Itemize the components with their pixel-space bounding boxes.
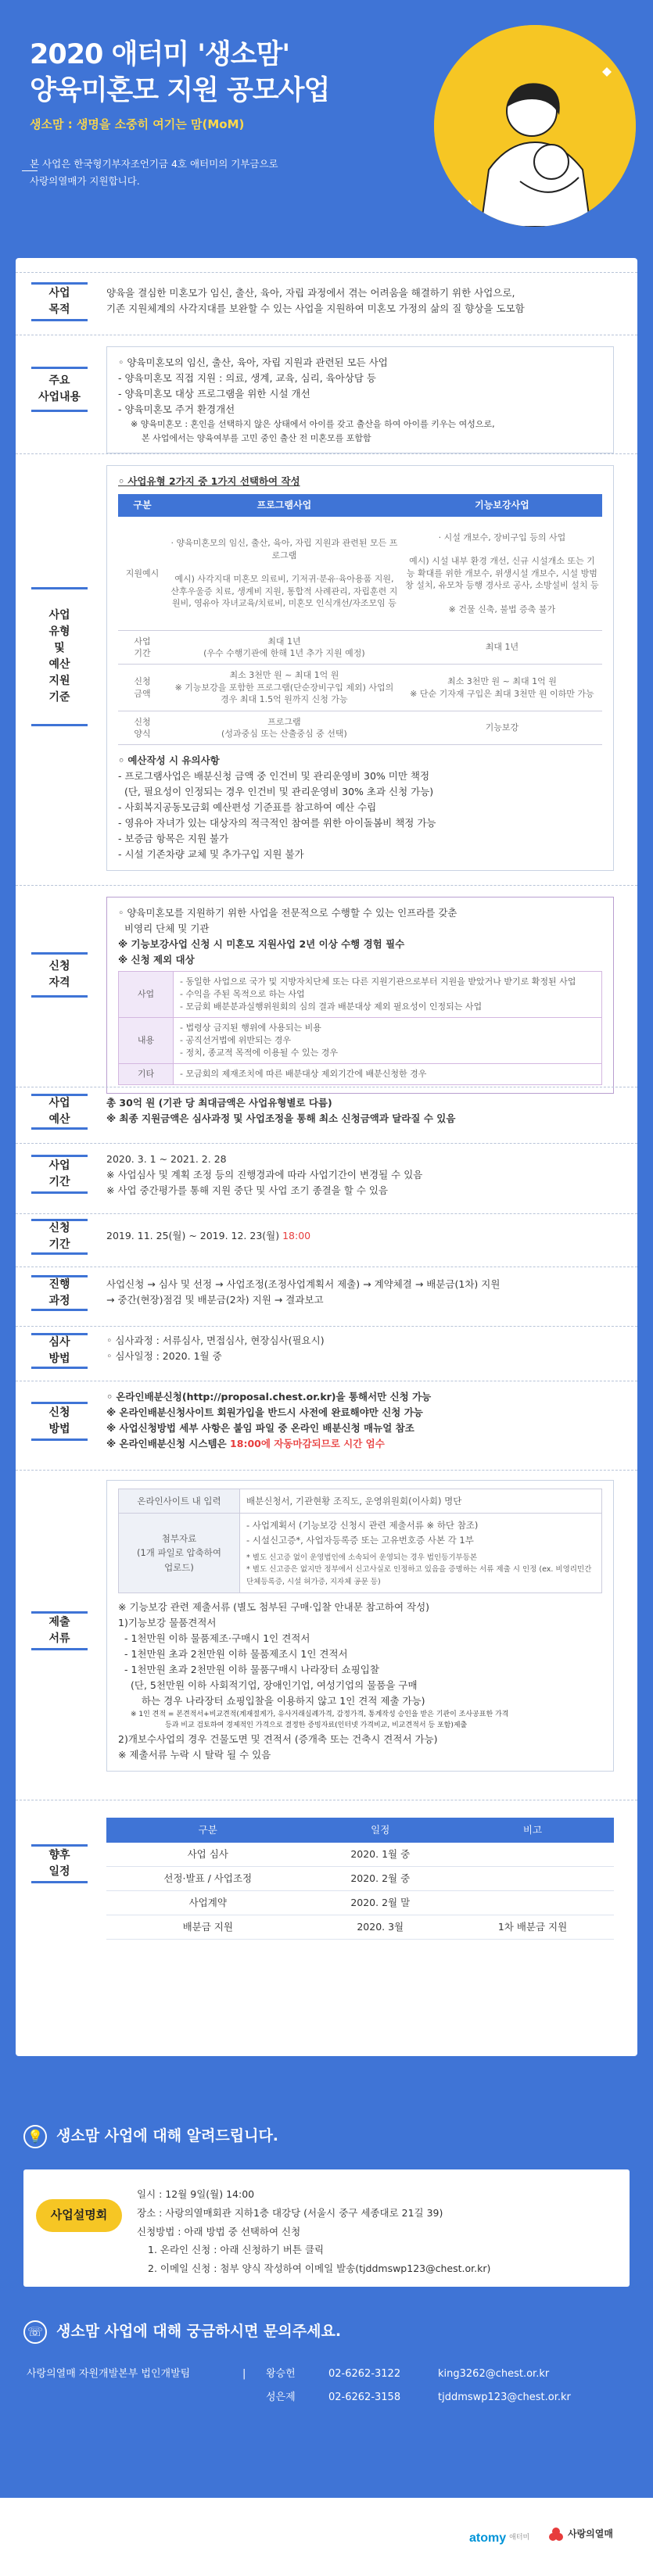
table-header: 구분 <box>118 494 167 517</box>
text-line: 2020. 3. 1 ~ 2021. 2. 28 <box>106 1153 227 1165</box>
section-label: 사업 유형 및 예산 지원 기준 <box>31 587 88 726</box>
table-header: 구분 <box>106 1818 310 1843</box>
contact-org: 사랑의열매 자원개발본부 법인개발팀 <box>27 2368 191 2380</box>
section-content <box>16 335 637 444</box>
table-cell: 기능보강 <box>402 711 602 745</box>
table-cell: 2020. 2월 중 <box>310 1867 452 1891</box>
fruit-icon <box>547 2526 565 2543</box>
table-cell: · 양육미혼모의 임신, 출산, 육아, 자립 지원과 관련된 모든 프로그램 예시) 사각지대 미혼모 의료비, 기저귀·분유·육아용품 지원, 산후우울증 치료, 생계비 지원, 통합적 사례관리, 자립훈련 지원비, 영유아 자녀교육/치료비, 미혼모 인식개선/자조모임 등 <box>167 517 402 630</box>
table-row <box>118 517 602 630</box>
table-row <box>106 1867 614 1891</box>
section-label: 신청 기간 <box>31 1219 88 1255</box>
contact-phone: 02-6262-3158 <box>328 2391 401 2403</box>
table-cell: - 법령상 금지된 행위에 사용되는 비용 - 공직선거법에 위반되는 경우 - 정치, 종교적 목적에 이용될 수 있는 경우 <box>174 1017 602 1063</box>
text-line: - 양육미혼모 주거 환경개선 <box>118 403 235 415</box>
text-line: ◦ 양육미혼모의 임신, 출산, 육아, 자립 지원과 관련된 모든 사업 <box>118 356 388 368</box>
table-cell: 신청 금액 <box>118 665 167 711</box>
section-budget <box>16 1087 637 1135</box>
table-row <box>119 1063 602 1084</box>
table-row <box>119 972 602 1018</box>
section-qualification <box>16 885 637 1079</box>
section-body <box>106 1333 614 1364</box>
table-row <box>119 1017 602 1063</box>
table-header: 기능보강사업 <box>402 494 602 517</box>
atomy-logo <box>469 2529 529 2547</box>
section-review <box>16 1326 637 1373</box>
table-cell <box>240 1514 602 1593</box>
slogan: 생소맘 : 생명을 소중히 여기는 맘(MoM) <box>30 117 245 131</box>
text-line: ※ 온라인배분신청 시스템은 <box>106 1438 231 1449</box>
table-row <box>106 1891 614 1915</box>
text-line: 장소 : 사랑의열매회관 지하1층 대강당 (서울시 중구 세종대로 21길 39) <box>137 2206 443 2219</box>
section-types <box>16 453 637 877</box>
footer <box>0 2498 653 2576</box>
table-cell: 사업 기간 <box>118 630 167 665</box>
text-line: 1)기능보강 물품견적서 <box>118 1616 217 1628</box>
table-row <box>106 1915 614 1940</box>
title-line1: 2020 애터미 '생소맘' <box>30 39 290 70</box>
fruit-logo <box>547 2526 613 2543</box>
section-body <box>106 1228 614 1244</box>
section-apply-period <box>16 1213 637 1259</box>
table-cell: 사업 심사 <box>106 1843 310 1867</box>
text-line: (단, 5천만원 이하 사회적기업, 장애인기업, 여성기업의 물품을 구매 <box>131 1679 418 1691</box>
text-line: 하는 경우 나라장터 쇼핑입찰을 이용하지 않고 1인 견적 제출 가능) <box>142 1694 425 1707</box>
info-text <box>137 2185 490 2278</box>
table-cell <box>451 1843 614 1867</box>
table-cell <box>451 1867 614 1891</box>
atomy-logo-text: atomy <box>469 2531 507 2545</box>
text-line: 총 30억 원 (기관 당 최대금액은 사업유형별로 다름) <box>106 1097 332 1109</box>
section-period <box>16 1143 637 1206</box>
section-label: 사업 목적 <box>31 282 88 321</box>
text-line: (단, 필요성이 인정되는 경우 인건비 및 관리운영비 30% 초과 신청 가능) <box>118 786 434 798</box>
text-line: 신청방법 : 아래 방법 중 선택하여 신청 <box>137 2225 301 2237</box>
note: * 별도 신고증은 없지만 정부에서 신고사실로 인정하고 있음을 증명하는 서류 제출 시 인정 (ex. 비영리민간단체등록증, 시설 허가증, 지자체 공문 등) <box>246 1565 592 1586</box>
text-line: - 프로그램사업은 배분신청 금액 중 인건비 및 관리운영비 30% 미만 책정 <box>118 770 430 783</box>
text-line: - 1천만원 이하 물품제조·구매시 1인 견적서 <box>124 1632 310 1644</box>
text-line: ◦ 양육미혼모를 지원하기 위한 사업을 전문적으로 수행할 수 있는 인프라를 갖춘 <box>118 907 457 919</box>
title-line2: 양육미혼모 지원 공모사업 <box>30 74 330 106</box>
text-line: ※ 기능보강 관련 제출서류 (별도 첨부된 구매·입찰 안내문 참고하여 작성) <box>118 1600 430 1613</box>
table-cell: 내용 <box>119 1017 174 1063</box>
section-purpose <box>16 272 637 327</box>
info-box <box>23 2169 630 2287</box>
text-line: ※ 사업 중간평가를 통해 지원 중단 및 사업 조기 종결을 할 수 있음 <box>106 1184 389 1196</box>
info-label: 사업설명회 <box>36 2199 122 2232</box>
section-body <box>106 897 614 1094</box>
deadline-notice: 18:00에 자동마감되므로 시간 엄수 <box>230 1438 385 1449</box>
table-cell: 배분신청서, 기관현황 조직도, 운영위원회(이사회) 명단 <box>240 1489 602 1514</box>
section-body <box>106 1389 614 1452</box>
table-cell: 1차 배분금 지원 <box>451 1915 614 1940</box>
info-title-text: 생소맘 사업에 대해 알려드립니다. <box>56 2127 279 2145</box>
text-line: 2. 이메일 신청 : 첨부 양식 작성하여 이메일 발송(tjddmswp123@chest.or.kr) <box>148 2263 491 2274</box>
text-line: 2019. 11. 25(월) ~ 2019. 12. 23(월) <box>106 1230 283 1241</box>
section-label: 심사 방법 <box>31 1333 88 1369</box>
section-process <box>16 1267 637 1318</box>
contact-email[interactable]: tjddmswp123@chest.or.kr <box>438 2391 571 2403</box>
text-line: → 중간(현장)점검 및 배분금(2차) 지원 → 결과보고 <box>106 1294 324 1306</box>
contact-name: 왕승헌 <box>266 2368 296 2380</box>
text-line: - 사회복지공동모금회 예산편성 기준표를 참고하여 예산 수립 <box>118 801 377 814</box>
note: 등과 비교 검토하여 경제적인 가격으로 결정한 증빙자료(인터넷 가격비교, 비교견적서 등 포함)제출 <box>165 1722 468 1730</box>
table-header: 일정 <box>310 1818 452 1843</box>
table-cell: 선정·발표 / 사업조정 <box>106 1867 310 1891</box>
text-line: ◦ 심사일정 : 2020. 1월 중 <box>106 1350 222 1362</box>
table-cell: 최소 3천만 원 ~ 최대 1억 원 ※ 단순 기자재 구입은 최대 3천만 원 이하만 가능 <box>402 665 602 711</box>
section-documents <box>16 1470 637 1792</box>
divider <box>22 170 38 171</box>
table-header: 프로그램사업 <box>167 494 402 517</box>
deadline-time: 18:00 <box>282 1230 311 1241</box>
section-label: 사업 예산 <box>31 1094 88 1130</box>
text-line: ※ 온라인배분신청사이트 회원가입을 반드시 사전에 완료해야만 신청 가능 <box>106 1406 423 1418</box>
text-line: 2)개보수사업의 경우 건물도면 및 견적서 (증개축 또는 건축시 견적서 가능) <box>118 1732 438 1745</box>
contact-name: 성은제 <box>266 2391 296 2403</box>
section-method <box>16 1381 637 1462</box>
table-cell <box>451 1891 614 1915</box>
mother-child-illustration <box>434 25 636 227</box>
text-line: 비영리 단체 및 기관 <box>118 923 210 934</box>
table-cell: 프로그램 (성과중심 또는 산출중심 중 선택) <box>167 711 402 745</box>
table-cell: 최소 3천만 원 ~ 최대 1억 원 ※ 기능보강을 포함한 프로그램(단순장비구입 제외) 사업의 경우 최대 1.5억 원까지 신청 가능 <box>167 665 402 711</box>
table-cell: - 모금회의 제재조치에 따른 배분대상 제외기간에 배분신청한 경우 <box>174 1063 602 1084</box>
text-line: ※ 사업신청방법 세부 사항은 붙임 파일 중 온라인 배분신청 매뉴얼 참조 <box>106 1422 414 1434</box>
section-label: 제출 서류 <box>31 1611 88 1650</box>
text-line: ◦ 심사과정 : 서류심사, 면접심사, 현장심사(필요시) <box>106 1335 325 1346</box>
table-cell: 최대 1년 (우수 수행기관에 한해 1년 추가 지원 예정) <box>167 630 402 665</box>
table-cell: 기타 <box>119 1063 174 1084</box>
text-line: - 보증금 항목은 지원 불가 <box>118 833 229 845</box>
phone-icon: ☏ <box>23 2320 47 2344</box>
section-label: 사업 기간 <box>31 1155 88 1194</box>
schedule-table <box>106 1818 614 1940</box>
table-row <box>118 711 602 745</box>
text-line: ※ 제출서류 누락 시 탈락 될 수 있음 <box>118 1748 271 1761</box>
table-cell: · 시설 개보수, 장비구입 등의 사업 예시) 시설 내부 환경 개선, 신규 시설개소 또는 기능 확대를 위한 개보수, 위생시설 개보수, 시설 방범창 설치, 유모차 등행 경사로 공사, 소방설비 설치 등 ※ 건물 신축, 불법 증축 불가 <box>402 517 602 630</box>
section-schedule <box>16 1800 637 1933</box>
text-line: - 사업계획서 (기능보강 신청시 관련 제출서류 ※ 하단 참조) <box>246 1520 479 1532</box>
section-body <box>106 346 614 453</box>
type-table <box>118 494 602 745</box>
section-body <box>106 1277 614 1308</box>
atomy-logo-sub: 애터미 <box>509 2534 530 2542</box>
table-cell: - 동일한 사업으로 국가 및 지방자치단체 또는 다른 지원기관으로부터 지원을 받았거나 받기로 확정된 사업 - 수익을 주된 목적으로 하는 사업 - 모금회 배분분과실행위원회의 심의 결과 배분대상 제외 필요성이 인정되는 사업 <box>174 972 602 1018</box>
separator: | <box>242 2368 246 2380</box>
note: ※ 양육미혼모 : 혼인을 선택하지 않은 상태에서 아이를 갖고 출산을 하여 아이를 키우는 여성으로, <box>131 419 495 429</box>
lightbulb-icon: 💡 <box>23 2125 47 2148</box>
text-line: - 영유아 자녀가 있는 대상자의 적극적인 참여를 위한 아이돌봄비 책정 가능 <box>118 817 436 829</box>
table-row <box>119 1489 602 1514</box>
section-body <box>106 285 614 317</box>
table-cell: 2020. 3월 <box>310 1915 452 1940</box>
table-row <box>118 630 602 665</box>
text-line: 기존 지원체계의 사각지대를 보완할 수 있는 사업을 지원하여 미혼모 가정의 삶의 질 향상을 도모함 <box>106 303 525 314</box>
text-line: - 양육미혼모 직접 지원 : 의료, 생계, 교육, 심리, 육아상담 등 <box>118 372 377 384</box>
table-cell: 2020. 1월 중 <box>310 1843 452 1867</box>
text-line: ◦ 온라인배분신청(http://proposal.chest.or.kr)을 통해서만 신청 가능 <box>106 1391 432 1403</box>
section-body <box>106 1818 614 1940</box>
contact-phone: 02-6262-3122 <box>328 2368 401 2380</box>
text-line: - 1천만원 초과 2천만원 이하 물품제조시 1인 견적서 <box>124 1647 348 1660</box>
main-content <box>16 258 637 2056</box>
table-cell: 첨부자료 (1개 파일로 압축하여 업로드) <box>119 1514 240 1593</box>
text-line: ※ 신청 제외 대상 <box>118 954 195 966</box>
note: ※ 1인 견적 = 본견적서+비교견적(계재절게가, 유사거래실례가격, 감정가격, 통계작성 승인을 받은 기관이 조사공표한 가격 <box>131 1710 509 1718</box>
table-cell: 배분금 지원 <box>106 1915 310 1940</box>
section-label: 향후 일정 <box>31 1844 88 1883</box>
text-line: - 시설신고증*, 사업자등록증 또는 고유번호증 사본 각 1부 <box>246 1534 474 1546</box>
text-line: - 시설 기존차량 교체 및 추가구입 지원 불가 <box>118 848 304 861</box>
table-cell: 최대 1년 <box>402 630 602 665</box>
desc-line1: 본 사업은 한국형기부자조언기금 4호 애터미의 기부금으로 <box>30 157 278 170</box>
header <box>0 0 653 258</box>
table-cell: 사업계약 <box>106 1891 310 1915</box>
note: 본 사업에서는 양육여부를 고민 중인 출산 전 미혼모를 포함함 <box>142 432 371 443</box>
text-line: 일시 : 12월 9일(월) 14:00 <box>137 2188 255 2200</box>
fruit-logo-text: 사랑의열매 <box>568 2528 613 2540</box>
section-label: 진행 과정 <box>31 1275 88 1311</box>
exclusion-table <box>118 971 602 1085</box>
text-line: ※ 최종 지원금액은 심사과정 및 사업조정을 통해 최소 신청금액과 달라질 수 있음 <box>106 1112 456 1124</box>
text-line: 1. 온라인 신청 : 아래 신청하기 버튼 클릭 <box>148 2244 325 2256</box>
section-label: 신청 자격 <box>31 952 88 998</box>
documents-table <box>118 1489 602 1593</box>
info-title <box>23 2125 278 2148</box>
section-body <box>106 1152 614 1198</box>
text-line: 사업신청 → 심사 및 선정 → 사업조정(조정사업계획서 제출) → 계약체결 → 배분금(1차) 지원 <box>106 1278 501 1290</box>
section-label: 주요 사업내용 <box>31 367 88 412</box>
text-line: ◦ 예산작성 시 유의사항 <box>118 754 220 767</box>
desc-line2: 사랑의열매가 지원합니다. <box>30 175 140 188</box>
table-cell: 사업 <box>119 972 174 1018</box>
text-line: - 양육미혼모 대상 프로그램을 위한 시설 개선 <box>118 388 310 399</box>
contact-title <box>23 2320 341 2344</box>
text-line: 양육을 결심한 미혼모가 임신, 출산, 육아, 자립 과정에서 겪는 어려움을 해결하기 위한 사업으로, <box>106 287 515 299</box>
text-line: - 1천만원 초과 2천만원 이하 물품구매시 나라장터 쇼핑입찰 <box>124 1663 379 1675</box>
section-body <box>106 465 614 871</box>
text-line: ※ 사업심사 및 계획 조정 등의 진행경과에 따라 사업기간이 변경될 수 있음 <box>106 1169 423 1181</box>
section-label: 신청 방법 <box>31 1402 88 1441</box>
contact-email[interactable]: king3262@chest.or.kr <box>438 2368 550 2380</box>
table-cell: 신청 양식 <box>118 711 167 745</box>
table-cell: 온라인사이트 내 입력 <box>119 1489 240 1514</box>
table-cell: 2020. 2월 말 <box>310 1891 452 1915</box>
table-row <box>119 1514 602 1593</box>
note: * 별도 신고증 없이 운영법인에 소속되어 운영되는 경우 법인등기부등본 <box>246 1553 478 1563</box>
text-line: ※ 기능보강사업 신청 시 미혼모 지원사업 2년 이상 수행 경험 필수 <box>118 938 405 950</box>
table-row <box>118 665 602 711</box>
table-header: 비고 <box>451 1818 614 1843</box>
table-cell: 지원예시 <box>118 517 167 630</box>
table-row <box>106 1843 614 1867</box>
section-body <box>106 1480 614 1772</box>
contact-title-text: 생소맘 사업에 대해 궁금하시면 문의주세요. <box>56 2323 342 2341</box>
text-line: ◦ 사업유형 2가지 중 1가지 선택하여 작성 <box>118 475 300 487</box>
section-body <box>106 1095 614 1127</box>
